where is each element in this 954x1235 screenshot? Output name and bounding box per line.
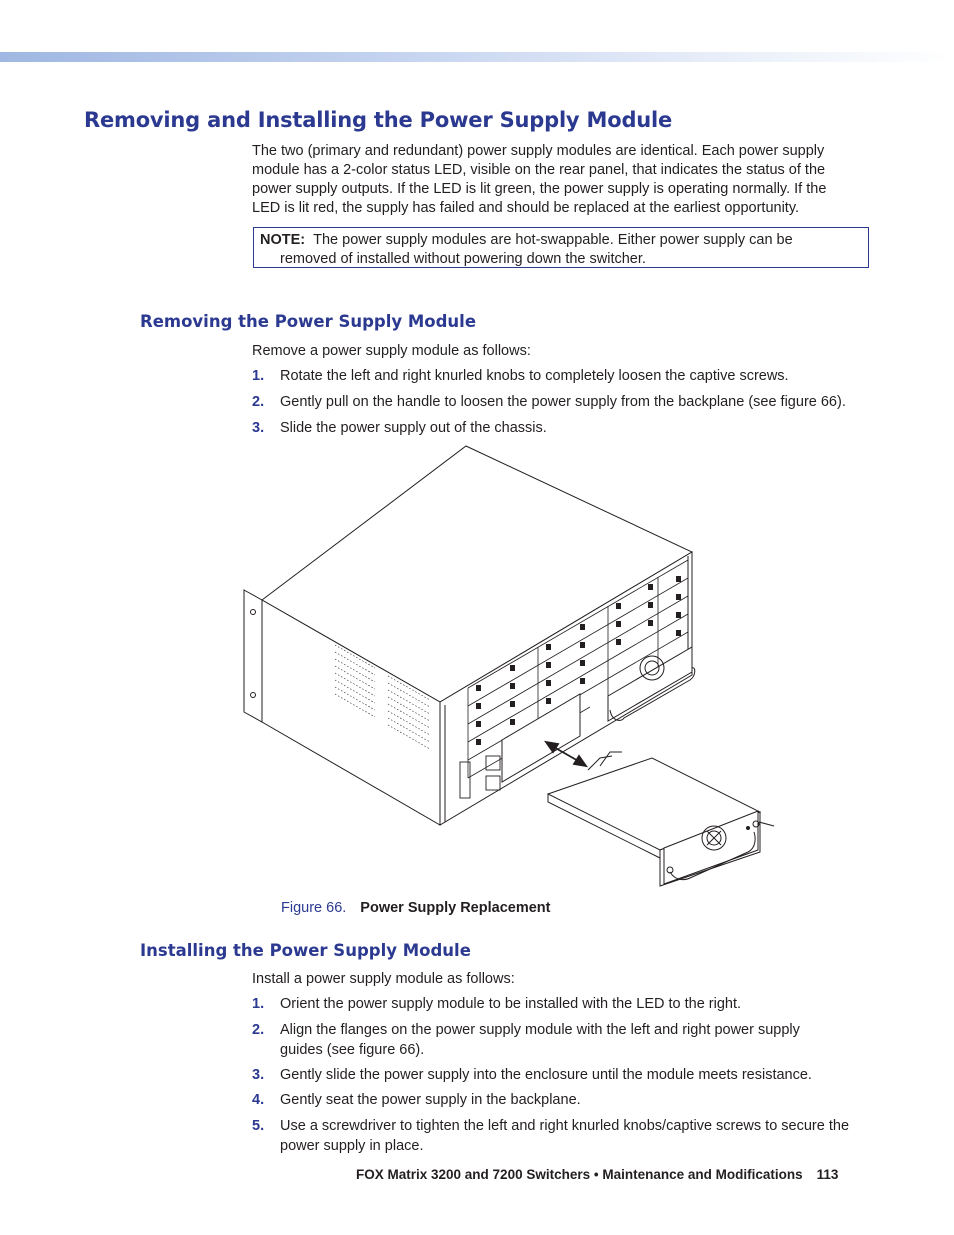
note-box	[253, 227, 869, 268]
installing-step	[252, 1065, 864, 1085]
step-text: Use a screwdriver to tighten the left and right knurled knobs/captive screws to secure the power supply in place.	[280, 1118, 850, 1154]
removing-lead: Remove a power supply module as follows:	[252, 343, 531, 359]
step-text: Gently slide the power supply into the enclosure until the module meets resistance.	[280, 1067, 812, 1083]
page-number: 113	[816, 1167, 839, 1182]
installing-step	[252, 1020, 827, 1060]
step-text: Orient the power supply module to be installed with the LED to the right.	[280, 996, 742, 1012]
installing-step	[252, 994, 864, 1014]
figure-number: Figure 66.	[281, 900, 347, 916]
header-gradient-bar	[0, 52, 954, 62]
footer-document-title: FOX Matrix 3200 and 7200 Switchers • Maintenance and Modifications	[356, 1167, 803, 1182]
step-text: Gently pull on the handle to loosen the power supply from the backplane (see figure 66).	[280, 394, 846, 410]
step-text: Align the flanges on the power supply module with the left and right power supply guides (see figure 66).	[280, 1022, 800, 1058]
step-text: Gently seat the power supply in the backplane.	[280, 1092, 581, 1108]
step-number: 5.	[252, 1118, 265, 1134]
page-footer	[356, 1167, 838, 1182]
note-text-line1: The power supply modules are hot-swappable. Either power supply can be	[313, 232, 793, 248]
intro-line: power supply outputs. If the LED is lit green, the power supply is operating normally. If the	[252, 181, 827, 197]
installing-step	[252, 1116, 856, 1156]
intro-line: LED is lit red, the supply has failed and should be replaced at the earliest opportunity.	[252, 200, 800, 216]
intro-paragraph	[252, 142, 864, 218]
removing-step	[252, 392, 864, 412]
figure-title: Power Supply Replacement	[360, 900, 551, 916]
step-text: Rotate the left and right knurled knobs to completely loosen the captive screws.	[280, 368, 789, 384]
intro-line: module has a 2-color status LED, visible on the rear panel, that indicates the status of the	[252, 162, 826, 178]
removing-step	[252, 366, 864, 386]
step-number: 2.	[252, 394, 265, 410]
installing-lead: Install a power supply module as follows:	[252, 971, 515, 987]
installing-step	[252, 1090, 864, 1110]
step-number: 4.	[252, 1092, 265, 1108]
step-number: 2.	[252, 1022, 265, 1038]
section-heading-removing: Removing the Power Supply Module	[140, 312, 477, 331]
removed-power-supply-module	[548, 752, 774, 886]
note-label: NOTE:	[260, 232, 306, 248]
step-number: 1.	[252, 368, 265, 384]
note-text-line2: removed of installed without powering down the switcher.	[280, 251, 646, 267]
power-supply-replacement-illustration	[240, 440, 780, 890]
intro-line: The two (primary and redundant) power supply modules are identical. Each power supply	[252, 143, 825, 159]
step-number: 3.	[252, 1067, 265, 1083]
section-heading-installing: Installing the Power Supply Module	[140, 941, 471, 960]
figure-caption	[281, 900, 550, 916]
step-number: 3.	[252, 420, 265, 436]
step-text: Slide the power supply out of the chassis.	[280, 420, 547, 436]
removing-step	[252, 418, 864, 438]
page-title: Removing and Installing the Power Supply Module	[84, 108, 673, 132]
step-number: 1.	[252, 996, 265, 1012]
